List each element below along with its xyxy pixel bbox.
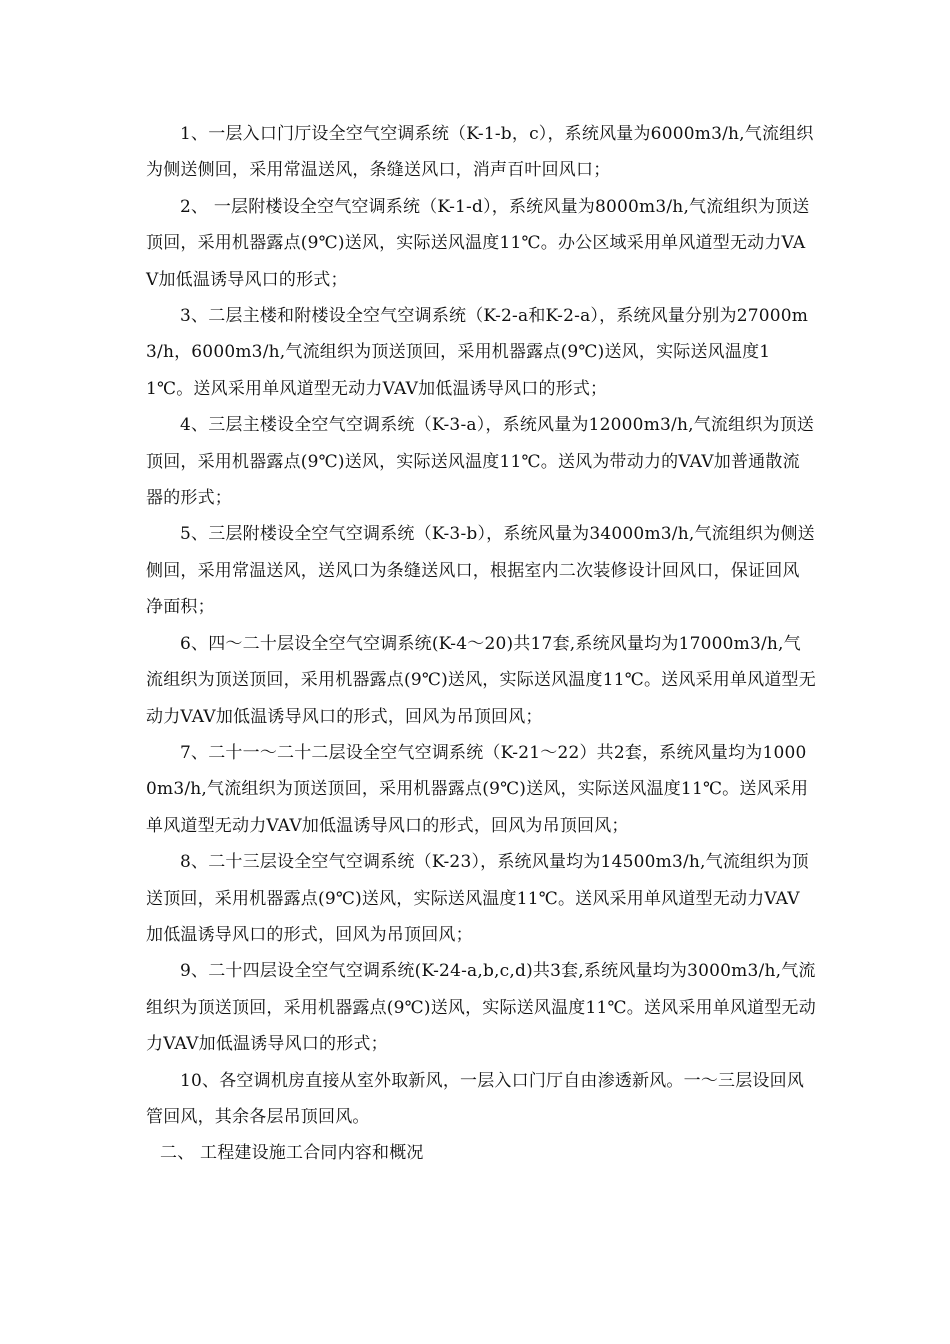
paragraph-4: 4、三层主楼设全空气空调系统（K-3-a），系统风量为12000m3/h,气流组织为顶送顶回，采用机器露点(9℃)送风，实际送风温度11℃。送风为带动力的VAV加普通散流器的形式； [146,415,815,509]
document-body [146,116,816,1172]
paragraph-6: 6、四～二十层设全空气空调系统(K-4～20)共17套,系统风量均为17000m3/h,气流组织为顶送顶回，采用机器露点(9℃)送风，实际送风温度11℃。送风采用单风道型无动力VAV加低温诱导风口的形式，回风为吊顶回风； [146,633,816,727]
paragraph-10: 10、各空调机房直接从室外取新风，一层入口门厅自由渗透新风。一～三层设回风管回风，其余各层吊顶回风。 [146,1070,805,1127]
paragraph-7: 7、二十一～二十二层设全空气空调系统（K-21～22）共2套，系统风量均为10000m3/h,气流组织为顶送顶回，采用机器露点(9℃)送风，实际送风温度11℃。送风采用单风道型无动力VAV加低温诱导风口的形式，回风为吊顶回风； [146,742,809,836]
paragraph-3: 3、二层主楼和附楼设全空气空调系统（K-2-a和K-2-a），系统风量分别为27000m3/h，6000m3/h,气流组织为顶送顶回，采用机器露点(9℃)送风，实际送风温度11℃。送风采用单风道型无动力VAV加低温诱导风口的形式； [146,306,809,399]
paragraph-5: 5、三层附楼设全空气空调系统（K-3-b），系统风量为34000m3/h,气流组织为侧送侧回，采用常温送风，送风口为条缝送风口，根据室内二次装修设计回风口，保证回风净面积； [146,524,815,618]
paragraph-1: 1、一层入口门厅设全空气空调系统（K-1-b，c），系统风量为6000m3/h,气流组织为侧送侧回，采用常温送风，条缝送风口，消声百叶回风口； [146,124,814,181]
paragraph-2: 2、 一层附楼设全空气空调系统（K-1-d），系统风量为8000m3/h,气流组织为顶送顶回，采用机器露点(9℃)送风，实际送风温度11℃。办公区域采用单风道型无动力VAV加低温诱导风口的形式； [146,196,810,290]
paragraph-8: 8、二十三层设全空气空调系统（K-23），系统风量均为14500m3/h,气流组织为顶送顶回，采用机器露点(9℃)送风，实际送风温度11℃。送风采用单风道型无动力VAV加低温诱导风口的形式，回风为吊顶回风； [146,852,809,945]
section-heading: 二、 工程建设施工合同内容和概况 [160,1143,424,1164]
paragraph-9: 9、二十四层设全空气空调系统(K-24-a,b,c,d)共3套,系统风量均为3000m3/h,气流组织为顶送顶回，采用机器露点(9℃)送风，实际送风温度11℃。送风采用单风道型无动力VAV加低温诱导风口的形式； [146,961,816,1055]
